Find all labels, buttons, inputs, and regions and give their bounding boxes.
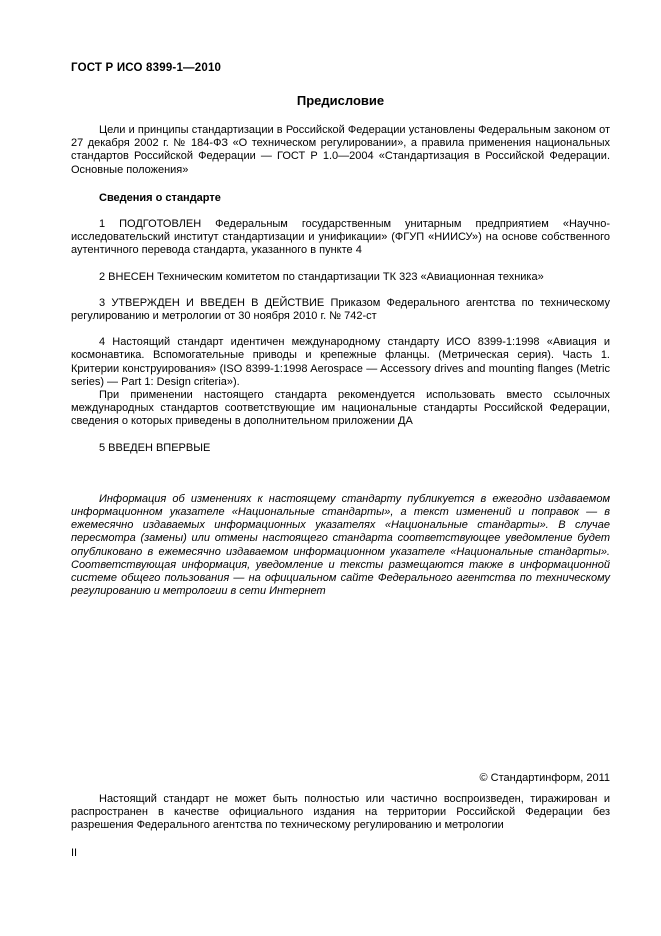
page-number: II (71, 846, 78, 859)
doc-code: ГОСТ Р ИСО 8399-1—2010 (71, 62, 222, 74)
foreword-item-3: 3 УТВЕРЖДЕН И ВВЕДЕН В ДЕЙСТВИЕ Приказом Федерального агентства по техническому регулированию и метрологии от 30 ноября 2010 г. № 742-ст (71, 296, 610, 323)
foreword-item-4: 4 Настоящий стандарт идентичен международному стандарту ИСО 8399-1:1998 «Авиация и космонавтика. Вспомогательные приводы и крепежные фланцы. (Метрическая серия). Часть 1. Критерии конструирования» (ISO 8399-1:1998 Aerospace — Accessory drives and mounting flanges (Metric series) — Part 1: Design criteria»). (71, 336, 610, 388)
foreword-item-2: 2 ВНЕСЕН Техническим комитетом по стандартизации ТК 323 «Авиационная техника» (99, 270, 544, 283)
standard-info-heading: Сведения о стандарте (99, 191, 221, 204)
page-content (71, 62, 610, 598)
foreword-item-1: 1 ПОДГОТОВЛЕН Федеральным государственным унитарным предприятием «Научно-исследовательский институт стандартизации и унификации» (ФГУП «НИИСУ») на основе собственного аутентичного перевода стандарта, указанного в пункте 4 (71, 218, 610, 257)
intro-paragraph: Цели и принципы стандартизации в Российской Федерации установлены Федеральным законом от 27 декабря 2002 г. № 184-ФЗ «О техническом регулировании», а правила применения национальных стандартов Российской Федерации — ГОСТ Р 1.0—2004 «Стандартизация в Российской Федерации. Основные положения» (71, 124, 610, 176)
foreword-item-5: 5 ВВЕДЕН ВПЕРВЫЕ (99, 441, 211, 454)
publication-note: Информация об изменениях к настоящему стандарту публикуется в ежегодно издаваемом информационном указателе «Национальные стандарты», а текст изменений и поправок — в ежемесячно издаваемых информационных указателях «Национальные стандарты». В случае пересмотра (замены) или отмены настоящего стандарта соответствующее уведомление будет опубликовано в ежемесячно издаваемом информационном указателе «Национальные стандарты». Соответствующая информация, уведомление и тексты размещаются также в информационной системе общего пользования — на официальном сайте Федерального агентства по техническому регулированию и метрологии в сети Интернет (71, 492, 610, 598)
distribution-restriction: Настоящий стандарт не может быть полностью или частично воспроизведен, тиражирован и распространен в качестве официального издания на территории Российской Федерации без разрешения Федерального агентства по техническому регулированию и метрологии (71, 793, 610, 832)
copyright-line: © Стандартинформ, 2011 (479, 772, 610, 784)
page-footer (71, 772, 610, 859)
page-title: Предисловие (296, 93, 385, 108)
foreword-item-4-note: При применении настоящего стандарта рекомендуется использовать вместо ссылочных международных стандартов соответствующие им национальные стандарты Российской Федерации, сведения о которых приведены в дополнительном приложении ДА (71, 389, 610, 428)
